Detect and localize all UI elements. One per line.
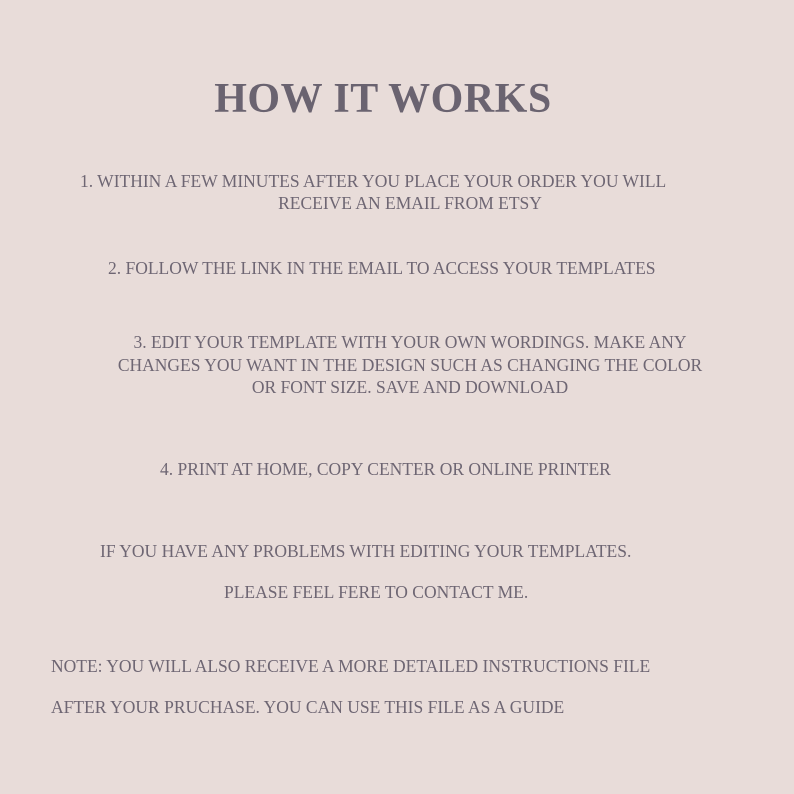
note-line-2: AFTER YOUR PRUCHASE. YOU CAN USE THIS FILE AS A GUIDE (51, 697, 565, 717)
step-4-line-1: 4. PRINT AT HOME, COPY CENTER OR ONLINE PRINTER (160, 459, 611, 479)
step-3-line-1: 3. EDIT YOUR TEMPLATE WITH YOUR OWN WORDINGS. MAKE ANY (133, 332, 687, 352)
step-1-line-1: 1. WITHIN A FEW MINUTES AFTER YOU PLACE YOUR ORDER YOU WILL (80, 171, 667, 191)
contact-line-2: PLEASE FEEL FERE TO CONTACT ME. (224, 582, 529, 602)
page-title: HOW IT WORKS (214, 76, 552, 122)
step-3-line-3: OR FONT SIZE. SAVE AND DOWNLOAD (251, 377, 569, 397)
step-3-line-2: CHANGES YOU WANT IN THE DESIGN SUCH AS CHANGING THE COLOR (117, 355, 703, 375)
step-1-line-2: RECEIVE AN EMAIL FROM ETSY (278, 193, 542, 213)
contact-line-1: IF YOU HAVE ANY PROBLEMS WITH EDITING YOUR TEMPLATES. (100, 541, 632, 561)
note-line-1: NOTE: YOU WILL ALSO RECEIVE A MORE DETAILED INSTRUCTIONS FILE (51, 656, 651, 676)
step-2-line-1: 2. FOLLOW THE LINK IN THE EMAIL TO ACCESS YOUR TEMPLATES (108, 258, 656, 278)
